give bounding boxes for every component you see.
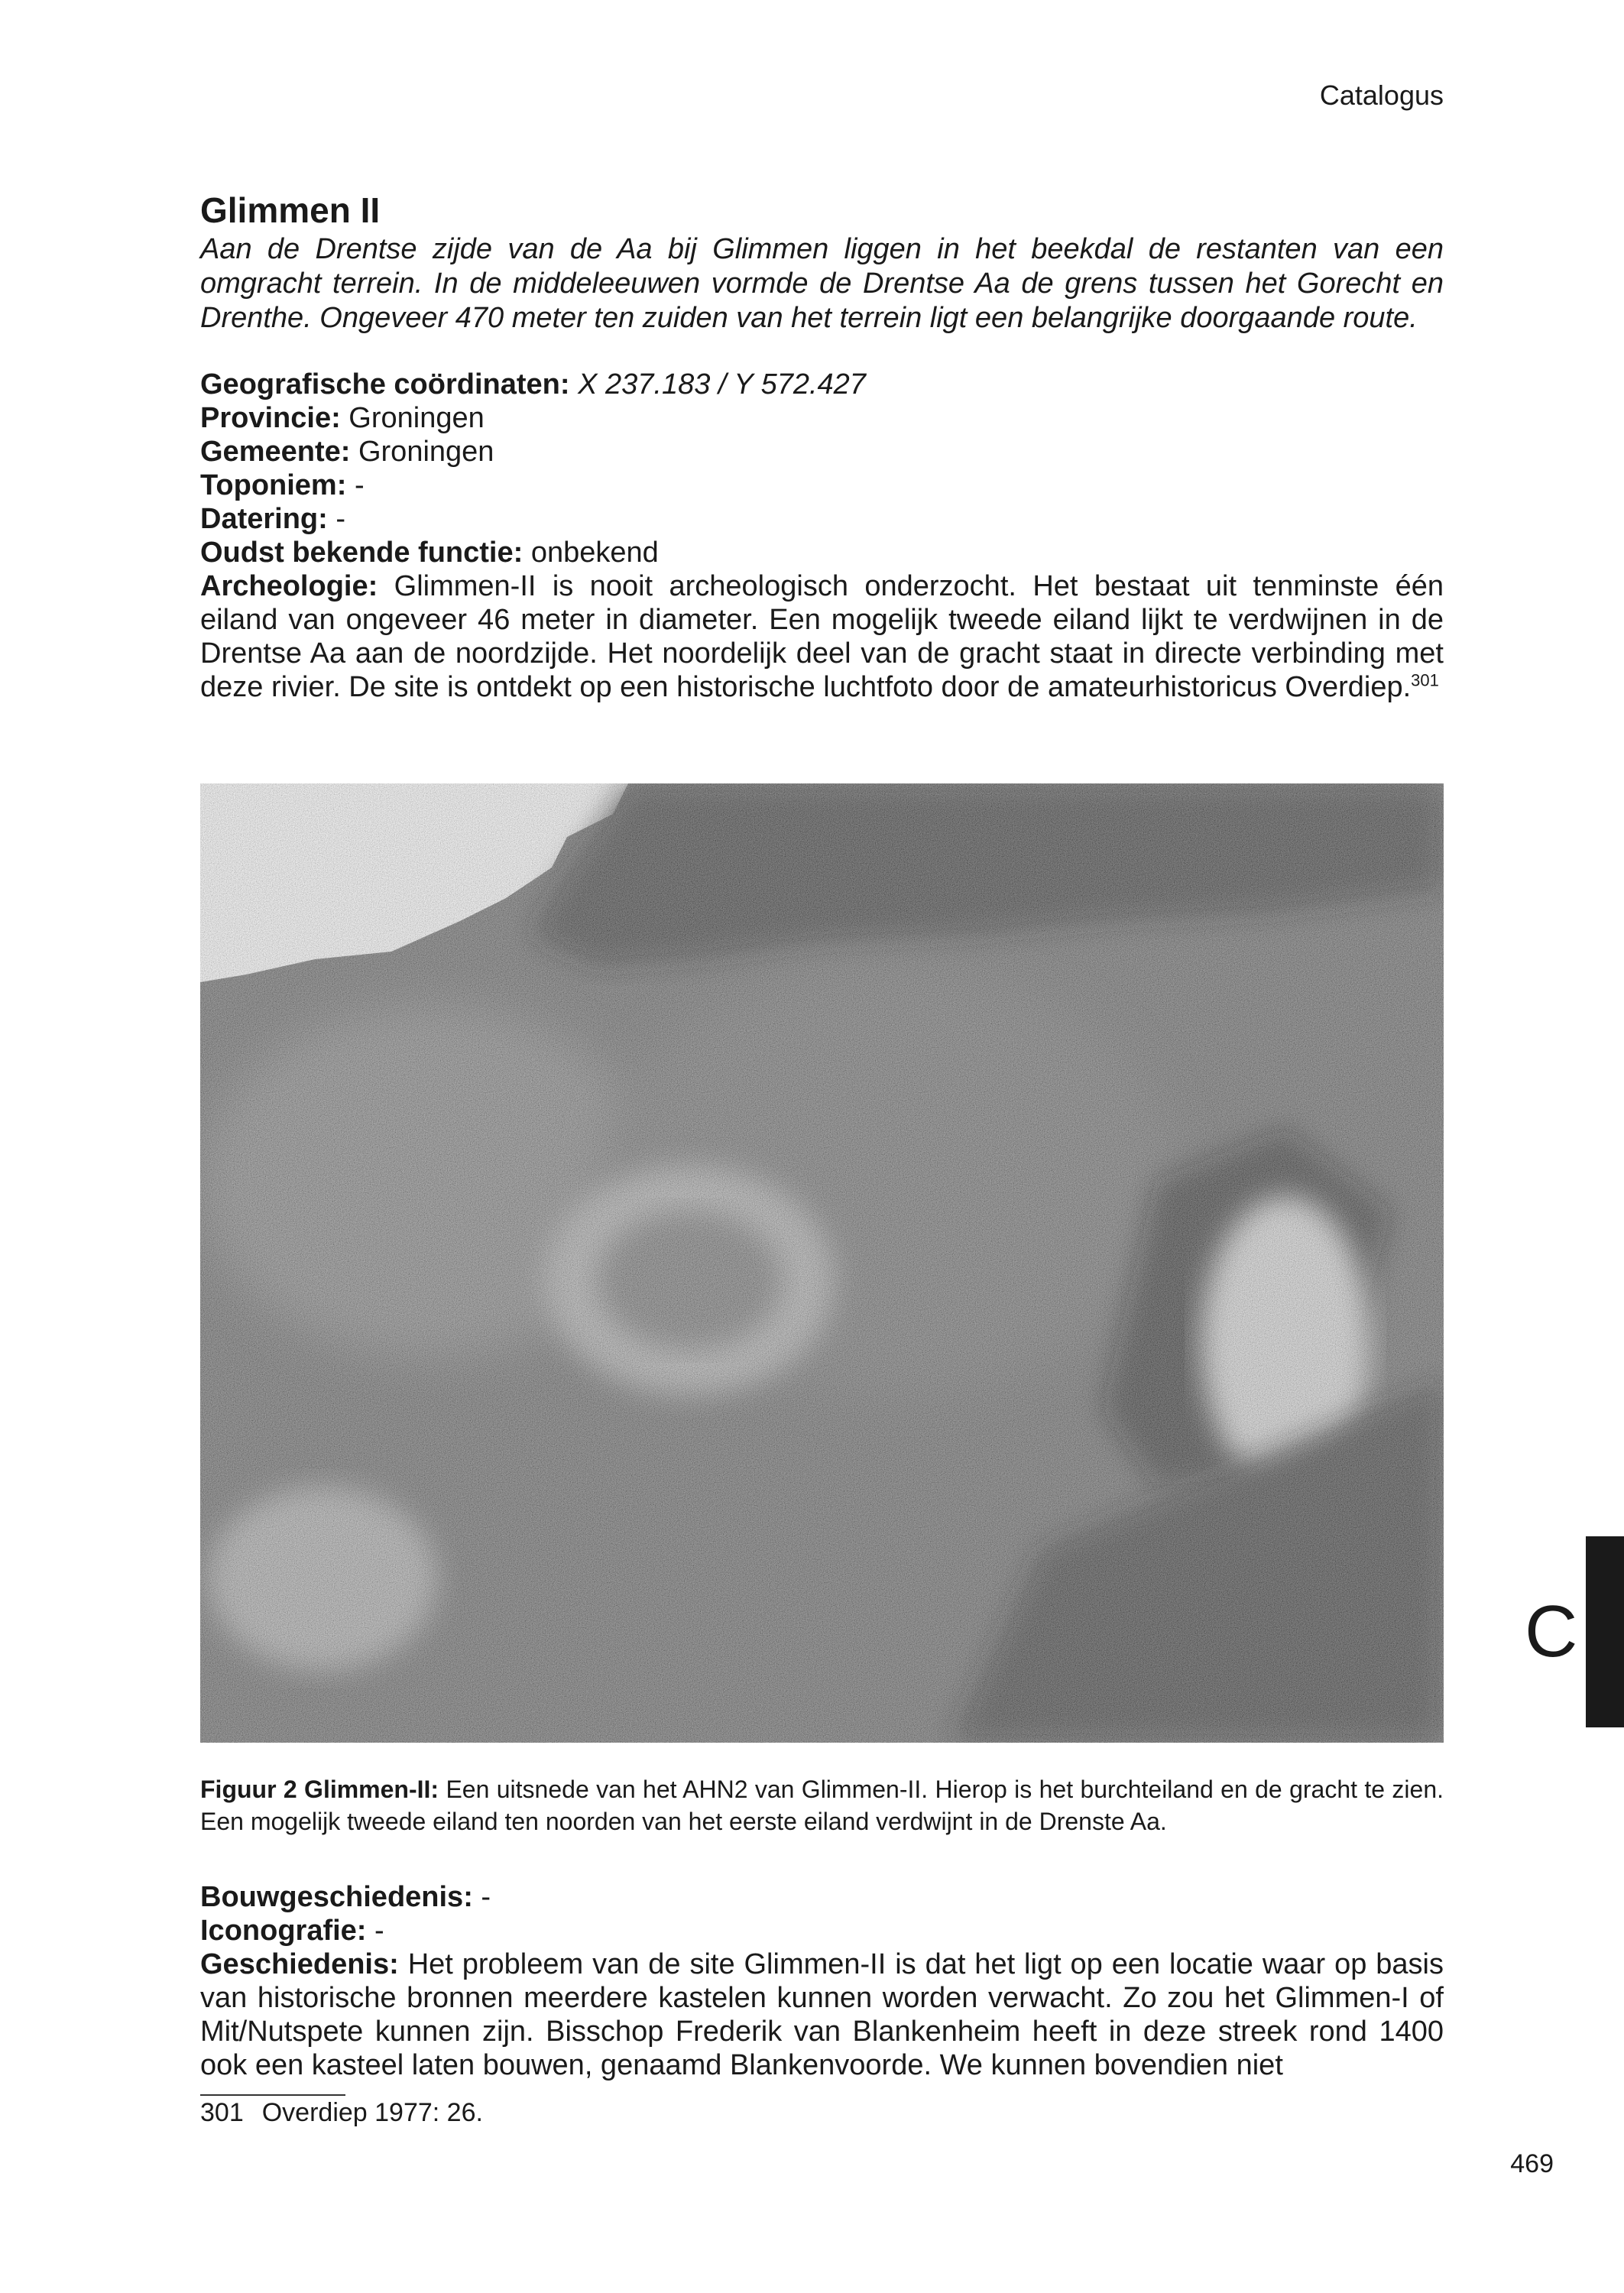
running-head: Catalogus	[1319, 79, 1444, 111]
ahn2-elevation-image	[200, 783, 1444, 1743]
figure-caption	[200, 1773, 1444, 1837]
section-letter: C	[1525, 1591, 1578, 1672]
intro-paragraph: Aan de Drentse zijde van de Aa bij Glimmen liggen in het beekdal de restanten van een omgracht terrein. In de middeleeuwen vormde de Drentse Aa de grens tussen het Gorecht en Drenthe. Ongeveer 470 meter ten zuiden van het terrein ligt een belangrijke doorgaande route.	[200, 233, 1444, 334]
toponiem-value: -	[354, 469, 365, 501]
archeologie-paragraph	[200, 569, 1444, 704]
footnote-divider	[200, 2094, 345, 2096]
provincie-value: Groningen	[348, 402, 485, 434]
datering-row	[200, 502, 1444, 536]
toponiem-row	[200, 469, 1444, 502]
bouw-value: -	[481, 1881, 491, 1913]
caption-text: Een uitsnede van het AHN2 van Glimmen-II. Hierop is het burchteiland en de gracht te zien. Een mogelijk tweede eiland ten noorden van het eerste eiland verdwijnt in de Drenste Aa.	[200, 1776, 1444, 1835]
icono-label: Iconografie:	[200, 1915, 367, 1947]
gemeente-label: Gemeente:	[200, 436, 351, 468]
icono-value: -	[374, 1915, 384, 1947]
functie-value: onbekend	[530, 537, 659, 569]
bouw-row	[200, 1880, 1444, 1914]
page-number: 469	[1510, 2149, 1554, 2178]
footnote-text: Overdiep 1977: 26.	[261, 2098, 483, 2127]
elevation-map-graphic	[200, 783, 1444, 1743]
datering-label: Datering:	[200, 503, 328, 535]
bouw-label: Bouwgeschiedenis:	[200, 1881, 473, 1913]
functie-row	[200, 536, 1444, 569]
provincie-row	[200, 401, 1444, 435]
geschiedenis-paragraph	[200, 1948, 1444, 2082]
coords-row	[200, 368, 1444, 401]
functie-label: Oudst bekende functie:	[200, 537, 524, 569]
gesch-text: Het probleem van de site Glimmen-II is dat het ligt op een locatie waar op basis van historische bronnen meerdere kastelen kunnen worden verwacht. Zo zou het Glimmen-I of Mit/Nutspete kunnen zijn. Bisschop Frederik van Blankenheim heeft in deze streek rond 1400 ook een kasteel laten bouwen, genaamd Blankenvoorde. We kunnen bovendien niet	[200, 1948, 1444, 2081]
footnote-ref[interactable]: 301	[1411, 670, 1439, 690]
archeologie-label: Archeologie:	[200, 570, 378, 602]
toponiem-label: Toponiem:	[200, 469, 347, 501]
metadata-block	[200, 368, 1444, 704]
gesch-label: Geschiedenis:	[200, 1948, 399, 1980]
entry-content	[200, 188, 1444, 704]
coords-value: X 237.183 / Y 572.427	[578, 368, 866, 401]
datering-value: -	[335, 503, 346, 535]
gemeente-value: Groningen	[358, 436, 494, 468]
caption-label: Figuur 2 Glimmen-II:	[200, 1776, 439, 1803]
footnote-number: 301	[200, 2098, 244, 2127]
footnote	[200, 2097, 483, 2128]
archeologie-text: Glimmen-II is nooit archeologisch onderzocht. Het bestaat uit tenminste één eiland van ongeveer 46 meter in diameter. Een mogelijk tweede eiland lijkt te verdwijnen in de Drentse Aa aan de noordzijde. Het noordelijk deel van de gracht staat in directe verbinding met deze rivier. De site is ontdekt op een historische luchtfoto door de amateurhistoricus Overdiep.	[200, 570, 1444, 703]
icono-row	[200, 1914, 1444, 1948]
provincie-label: Provincie:	[200, 402, 341, 434]
coords-label: Geografische coördinaten:	[200, 368, 570, 401]
entry-title: Glimmen II	[200, 190, 381, 230]
gemeente-row	[200, 435, 1444, 469]
section-tab	[1586, 1536, 1624, 1727]
lower-metadata	[200, 1880, 1444, 2082]
